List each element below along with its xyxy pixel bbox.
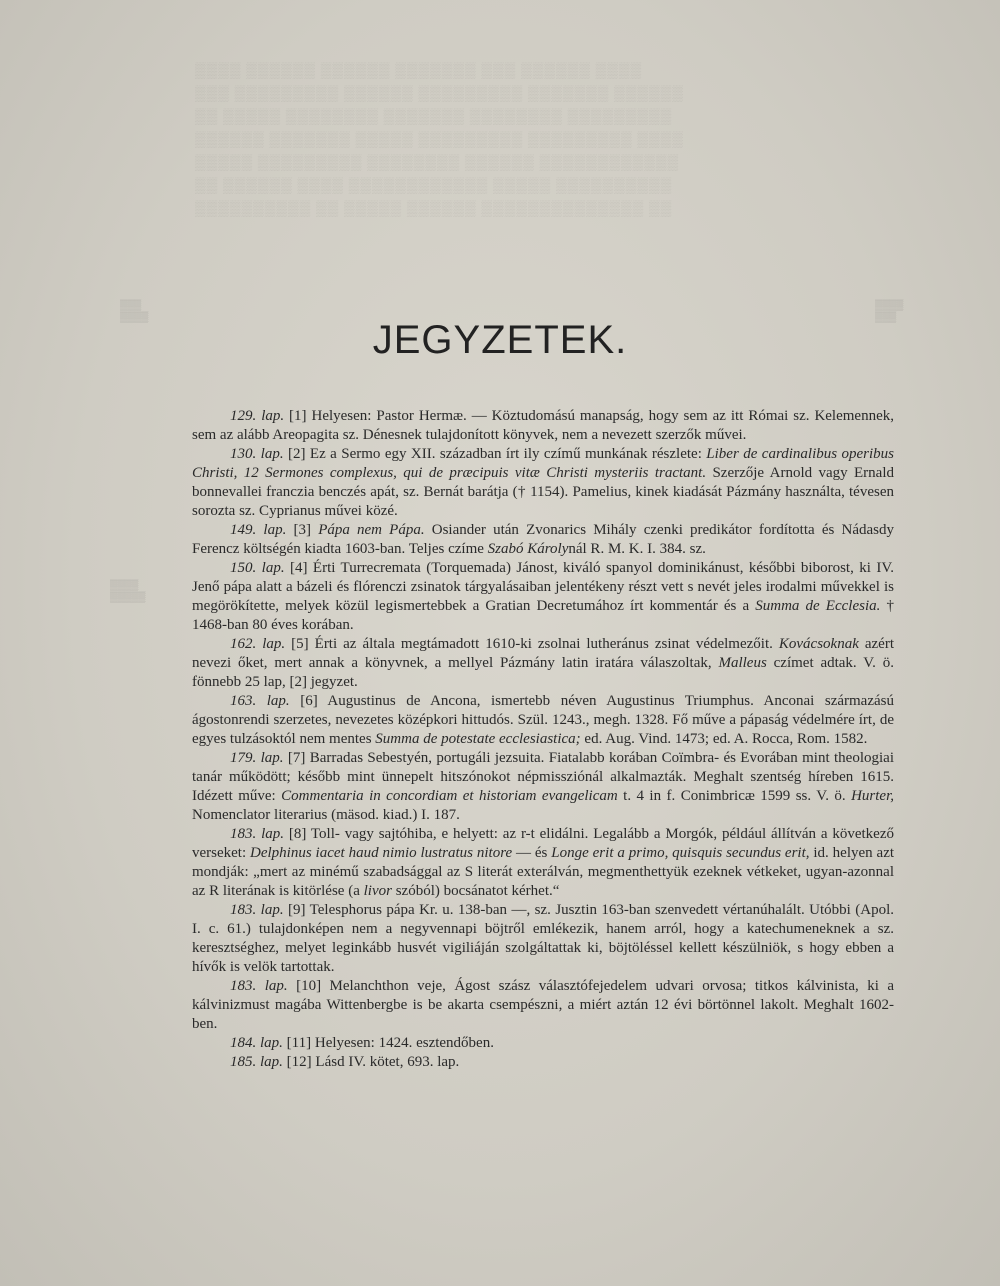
footnote-page-ref: 183. lap. [230, 902, 284, 918]
footnote [192, 635, 894, 692]
footnote-text: [1] Helyesen: Pastor Hermæ. — Köztudomású manapság, hogy sem az itt Római sz. Kelemennek, sem az alább Areopagita sz. Dénesnek tulajdonított könyvek, nem a nevezett szerzők művei. [192, 408, 894, 443]
page-title: JEGYZETEK. [372, 318, 628, 362]
footnote [192, 521, 894, 559]
margin-smudge: ▒▒▒▒ ▒▒▒ [875, 300, 904, 323]
footnote-text: [9] Telesphorus pápa Kr. u. 138-ban —, sz. Jusztin 163-ban szenvedett vértanúhalált. Utóbbi (Apol. I. c. 61.) tulajdonképen nem a negyvennapi böjtről emlékezik, hanem arról, hogy a katechumeneknek a sz. keresztséghez, melyet leginkább husvét vigiliáján szolgáltattak ki, böjtöléssel kellett készülniök, s hogy ebben a hívők is velök tartottak. [192, 902, 894, 975]
footnote-text: azért nevezi őket, mert annak a könyvnek, a mellyel Pázmány latin iratára válaszoltak, [192, 636, 895, 671]
footnote [192, 445, 894, 521]
footnote-text: [4] Érti Turrecremata (Torquemada) Jánost, kiváló spanyol dominikánust, későbbi biborost, ki IV. Jenő pápa alatt a bázeli és flórenczi zsinatok tárgyalásaiban jelentékeny részt vett s nevét jeles irodalmi művekkel is megörökítette, melyek közül legismertebbek a Gratian Decretumához írt kommentár és a [192, 560, 894, 614]
footnote [192, 749, 894, 825]
footnote-text: [7] Barradas Sebestyén, portugáli jezsuita. Fiatalabb korában Coïmbra- és Evorában mint theologiai tanár működött; később mint ünnepelt hitszónokot népmissziónál alkalmazták. Meghalt szentség híreben 1615. Idézett műve: [192, 750, 894, 804]
footnote [192, 901, 894, 977]
footnote-italic-text: Summa de Ecclesia. [755, 598, 881, 614]
footnote-italic-text: livor [363, 883, 392, 899]
footnote-page-ref: 179. lap. [230, 750, 284, 766]
footnote [192, 825, 894, 901]
footnote-italic-text: Summa de potestate ecclesiastica; [375, 731, 581, 747]
footnote-text: [5] Érti az általa megtámadott 1610-ki zsolnai lutheránus zsinat védelmezőit. [285, 636, 779, 652]
footnote [192, 1034, 894, 1053]
footnote-italic-text: Longe erit a primo, quisquis secundus erit, [551, 845, 810, 861]
footnote-page-ref: 183. lap. [230, 978, 288, 994]
footnote-text: [10] Melanchthon veje, Ágost szász választófejedelem udvari orvosa; titkos kálvinista, ki a kálvinizmust magába Wittenbergbe is be akarta csempészni, a miért aztán 12 évi börtönnel lakolt. Meghalt 1602-ben. [192, 978, 895, 1032]
footnote-text: szóból) bocsánatot kérhet.“ [391, 883, 560, 899]
footnote-italic-text: Kovácsoknak [778, 636, 859, 652]
footnote-text: [6] Augustinus de Ancona, ismertebb néven Augustinus Triumphus. Anconai származású ágostonrendi szerzetes, nevezetes középkori hittudós. Szül. 1243., megh. 1328. Fő műve a pápaság védelmére írt, de egyes tulzásoktól nem mentes [192, 693, 894, 747]
footnote-text: Osiander után Zvonarics Mihály czenki predikátor fordította és Nádasdy Ferencz költségén kiadta 1603-ban. Teljes czíme [192, 522, 894, 557]
footnote-italic-text: Delphinus iacet haud nimio lustratus nitore [250, 845, 513, 861]
footnote [192, 977, 894, 1034]
footnote-text: czímet adtak. V. ö. fönnebb 25 lap, [2] jegyzet. [192, 655, 894, 690]
footnote-text: Nomenclator literarius (mäsod. kiad.) I. 187. [192, 807, 460, 823]
footnote-page-ref: 184. lap. [230, 1035, 283, 1051]
footnote-italic-text: Hurter, [851, 788, 894, 804]
footnote [192, 692, 894, 749]
footnote [192, 1053, 894, 1072]
footnote-page-ref: 130. lap. [230, 446, 284, 462]
footnote-page-ref: 185. lap. [230, 1054, 283, 1070]
footnote-page-ref: 183. lap. [230, 826, 285, 842]
footnote-text: nál R. M. K. I. 384. sz. [568, 541, 706, 557]
footnote-text: [3] [286, 522, 319, 538]
footnote-text: id. helyen azt mondják: „mert az minémű szabadsággal az S literát exterálván, megmenthettyük ezeknek vétkeket, ugyan-azonnal az R literának is kitörlése (a [192, 845, 895, 899]
footnote-page-ref: 163. lap. [230, 693, 290, 709]
footnote-text: ed. Aug. Vind. 1473; ed. A. Rocca, Rom. 1582. [580, 731, 868, 747]
footnote-page-ref: 129. lap. [230, 408, 285, 424]
footnote-text: — és [512, 845, 552, 861]
footnote-italic-text: Commentaria in concordiam et historiam evangelicam [281, 788, 618, 804]
footnote-text: Szerzője Arnold vagy Ernald bonnevallei franczia benczés apát, sz. Bernát barátja († 1154). Pamelius, kinek kiadását Pázmány használta, tévesen sorozta sz. Cyprianus művei közé. [192, 465, 894, 519]
footnote-italic-text: Malleus [718, 655, 767, 671]
footnote-italic-text: Pápa nem Pápa. [318, 522, 425, 538]
footnote-italic-text: Szabó Károly [487, 541, 569, 557]
footnote-text: [8] Toll- vagy sajtóhiba, e helyett: az r-t elidálni. Legalább a Morgók, például állítván a következő verseket: [192, 826, 894, 861]
footnote-page-ref: 162. lap. [230, 636, 286, 652]
margin-smudge: ▒▒▒ ▒▒▒▒ [120, 300, 149, 323]
footnote-text: † 1468-ban 80 éves korában. [192, 598, 894, 633]
footnote [192, 559, 894, 635]
footnote-page-ref: 150. lap. [230, 560, 285, 576]
footnote-page-ref: 149. lap. [230, 522, 287, 538]
bleed-through-text: ▒▒▒▒ ▒▒▒▒▒▒ ▒▒▒▒▒▒ ▒▒▒▒▒▒▒ ▒▒▒ ▒▒▒▒▒▒ ▒▒▒▒ ▒▒▒ ▒▒▒▒▒▒▒▒▒ ▒▒▒▒▒▒ ▒▒▒▒▒▒▒▒▒ ▒▒▒▒▒▒▒ ▒▒▒▒▒▒ ▒▒ ▒▒▒▒▒ ▒▒▒▒▒▒▒▒ ▒▒▒▒▒▒▒ ▒▒▒▒▒▒▒▒ ▒▒▒▒▒▒▒▒▒ ▒▒▒▒▒▒ ▒▒▒▒▒▒▒ ▒▒▒▒▒ ▒▒▒▒▒▒▒▒▒ ▒▒▒▒▒▒▒▒▒ ▒▒▒▒ ▒▒▒▒▒ ▒▒▒▒▒▒▒▒▒ ▒▒▒▒▒▒▒▒ ▒▒▒▒▒▒ ▒▒▒▒▒▒▒▒▒▒▒▒ ▒▒ ▒▒▒▒▒▒ ▒▒▒▒ ▒▒▒▒▒▒▒▒▒▒▒▒ ▒▒▒▒▒ ▒▒▒▒▒▒▒▒▒▒ ▒▒▒▒▒▒▒▒▒▒ ▒▒ ▒▒▒▒▒ ▒▒▒▒▒▒ ▒▒▒▒▒▒▒▒▒▒▒▒▒▒ ▒▒ [195, 63, 684, 217]
footnote [192, 407, 894, 445]
footnote-text: [11] Helyesen: 1424. esztendőben. [282, 1035, 494, 1051]
footnote-text: [12] Lásd IV. kötet, 693. lap. [282, 1054, 460, 1070]
footnote-italic-text: Liber de cardinalibus operibus Christi, 12 Sermones complexus, qui de præcipuis vitæ Christi mysteriis tractant. [192, 446, 894, 481]
footnote-text: [2] Ez a Sermo egy XII. században írt ily czímű munkának részlete: [283, 446, 707, 462]
margin-smudge: ▒▒▒▒ ▒▒▒▒▒ [110, 580, 146, 603]
notes-list [192, 407, 894, 1072]
footnote-text: t. 4 in f. Conimbricæ 1599 ss. V. ö. [617, 788, 852, 804]
